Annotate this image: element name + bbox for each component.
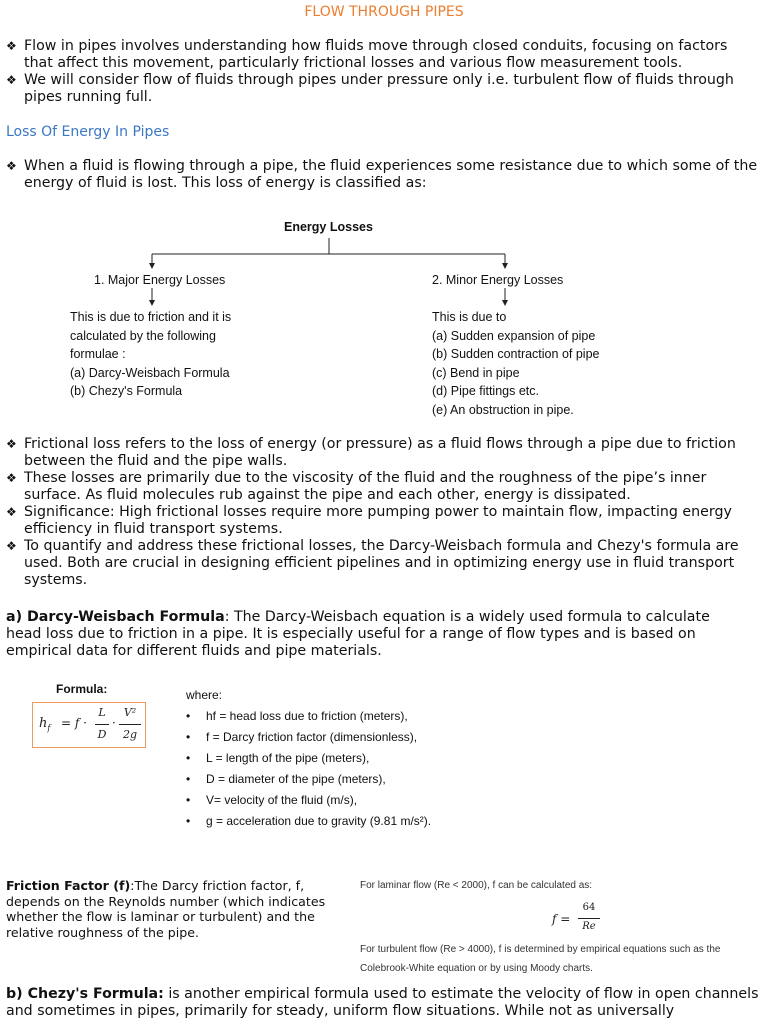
fraction-bar	[119, 724, 141, 725]
bullet-dot-icon: •	[186, 792, 191, 807]
diamond-bullet-icon: ❖	[6, 39, 17, 53]
chezy-paragraph: b) Chezy's Formula: is another empirical formula used to estimate the velocity of flow in open channels and sometimes in pipes, primarily for steady, uniform flow situations. While not as universally	[6, 986, 759, 1019]
darcy-heading: a) Darcy-Weisbach Formula	[6, 609, 225, 625]
diamond-bullet-icon: ❖	[6, 437, 17, 451]
bullet-item: ❖ Significance: High frictional losses require more pumping power to maintain flow, impacting energy efficiency in fluid transport systems.	[6, 504, 732, 537]
chezy-heading: b) Chezy's Formula:	[6, 986, 164, 1002]
list-item: • V= velocity of the fluid (m/s),	[186, 790, 431, 811]
major-losses-description: This is due to friction and it is calculated by the following formulae : (a) Darcy-Weisbach Formula (b) Chezy's Formula	[70, 310, 232, 398]
variable-list	[186, 706, 431, 831]
diamond-bullet-icon: ❖	[6, 471, 17, 485]
minor-losses-description: This is due to (a) Sudden expansion of pipe (b) Sudden contraction of pipe (c) Bend in pipe (d) Pipe fittings etc. (e) An obstruction in pipe.	[432, 310, 600, 417]
bullet-item: ❖ These losses are primarily due to the viscosity of the fluid and the roughness of the pipe’s inner surface. As fluid molecules rub against the pipe and each other, energy is dissipated.	[6, 470, 707, 503]
laminar-note: For laminar flow (Re < 2000), f can be calculated as:	[360, 880, 593, 891]
turbulent-note: For turbulent flow (Re > 4000), f is determined by empirical equations such as the Colebrook-White equation or by using Moody charts.	[360, 944, 721, 974]
list-item: • f = Darcy friction factor (dimensionless),	[186, 727, 431, 748]
list-item: • L = length of the pipe (meters),	[186, 748, 431, 769]
fraction-bar	[95, 724, 109, 725]
friction-bullets	[6, 436, 758, 589]
bullet-dot-icon: •	[186, 771, 191, 786]
diamond-bullet-icon: ❖	[6, 505, 17, 519]
bullet-dot-icon: •	[186, 813, 191, 828]
diamond-bullet-icon: ❖	[6, 73, 17, 87]
page-title: FLOW THROUGH PIPES	[304, 4, 464, 20]
formula-eq: = f ·	[61, 716, 87, 730]
darcy-paragraph	[6, 609, 746, 660]
bullet-item: ❖ Flow in pipes involves understanding how fluids move through closed conduits, focusing on factors that affect this movement, particularly frictional losses and various flow measurement tools.	[6, 38, 728, 71]
bullet-item: ❖ We will consider flow of fluids through pipes under pressure only i.e. turbulent flow of fluids through pipes running full.	[6, 72, 734, 105]
darcy-formula-box	[32, 702, 146, 748]
bullet-item: ❖ When a fluid is flowing through a pipe, the fluid experiences some resistance due to which some of the energy of fluid is lost. This loss of energy is classified as:	[6, 158, 758, 191]
energy-losses-diagram	[0, 212, 768, 432]
bullet-dot-icon: •	[186, 750, 191, 765]
formula-label: Formula:	[56, 682, 108, 696]
diamond-bullet-icon: ❖	[6, 539, 17, 553]
diamond-bullet-icon: ❖	[6, 159, 17, 173]
list-item: • g = acceleration due to gravity (9.81 m/s²).	[186, 811, 431, 832]
formula-f1-num: L	[98, 706, 106, 719]
bullet-dot-icon: •	[186, 709, 191, 723]
formula-f2-den: 2g	[122, 728, 138, 741]
diagram-root-label: Energy Losses	[284, 220, 373, 234]
major-losses-label: 1. Major Energy Losses	[94, 273, 226, 287]
bullet-item: ❖ To quantify and address these frictional losses, the Darcy-Weisbach formula and Chezy's formula are used. Both are crucial in designing efficient pipelines and in optimizing energy use in fluid transport systems.	[6, 538, 739, 588]
formula-f2-num: V²	[123, 706, 137, 719]
bullet-item: ❖ Frictional loss refers to the loss of energy (or pressure) as a fluid flows through a pipe due to friction between the fluid and the pipe walls.	[6, 436, 736, 469]
list-item: • D = diameter of the pipe (meters),	[186, 769, 431, 790]
where-label: where:	[186, 688, 223, 702]
formula-lhs: $h_f$	[39, 716, 51, 733]
friction-factor-heading: Friction Factor (f)	[6, 878, 131, 893]
minor-losses-label: 2. Minor Energy Losses	[432, 273, 564, 287]
formula-f1-den: D	[97, 728, 107, 741]
bullet-dot-icon: •	[186, 729, 191, 744]
resistance-bullets	[6, 158, 758, 192]
list-item: • hf = head loss due to friction (meters),	[186, 706, 431, 727]
intro-bullets	[6, 38, 758, 106]
darcy-text: : The Darcy-Weisbach equation is a widely used formula to calculate head loss due to friction in a pipe. It is especially useful for a range of flow types and is based on empirical data for different fluids and pipe materials.	[6, 609, 710, 659]
fraction-bar	[578, 918, 600, 919]
section-heading: Loss Of Energy In Pipes	[6, 124, 170, 140]
formula-dot: ·	[112, 716, 116, 730]
friction-factor-paragraph: Friction Factor (f):The Darcy friction factor, f, depends on the Reynolds number (which indicates whether the flow is laminar or turbulent) and the relative roughness of the pipe.	[6, 878, 326, 940]
